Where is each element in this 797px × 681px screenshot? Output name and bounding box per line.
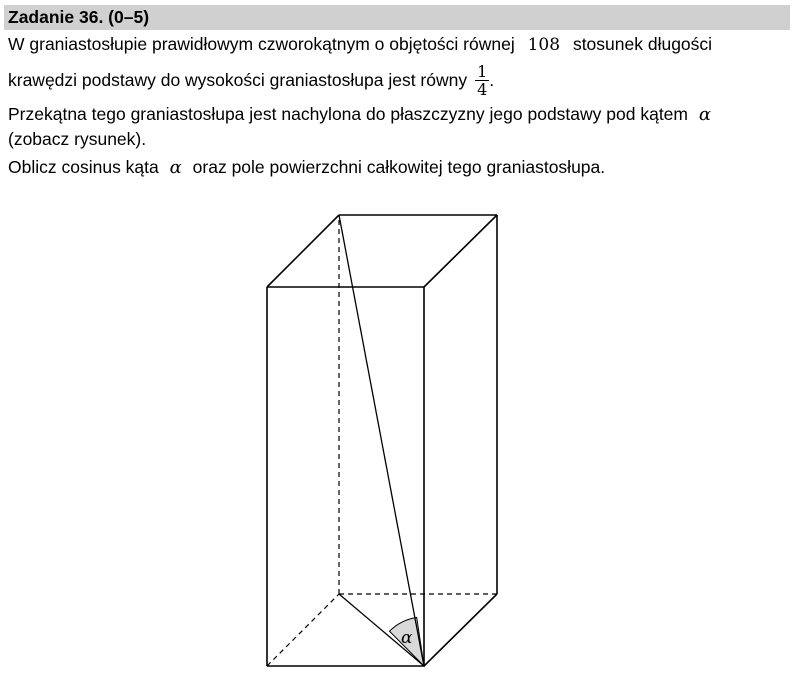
problem-text: . [489, 70, 495, 90]
hidden-edge [267, 594, 339, 666]
problem-text: (zobacz rysunek). [8, 129, 147, 149]
problem-text: stosunek długości [572, 34, 713, 54]
volume-value: 108 [527, 35, 561, 55]
angle-symbol: α [169, 157, 182, 178]
ratio-denominator: 4 [477, 80, 488, 100]
task-title: Zadanie 36. (0–5) [8, 7, 150, 27]
angle-symbol: α [698, 104, 712, 125]
space-diagonal [339, 215, 424, 666]
diagonals [339, 215, 424, 666]
edge [424, 594, 497, 666]
problem-text: krawędzi podstawy do wysokości graniastosłupa jest równy [8, 70, 468, 90]
problem-text: Oblicz cosinus kąta [8, 157, 159, 177]
angle-label: α [401, 628, 413, 648]
edge [424, 215, 497, 287]
edge [267, 215, 339, 287]
problem-text: W graniastosłupie prawidłowym czworokątnym o objętości równej [8, 34, 515, 54]
problem-text: Przekątna tego graniastosłupa jest nachylona do płaszczyzny jego podstawy pod kątem [8, 104, 688, 124]
ratio-numerator: 1 [477, 62, 488, 82]
problem-text: oraz pole powierzchni całkowitej tego graniastosłupa. [192, 157, 606, 177]
